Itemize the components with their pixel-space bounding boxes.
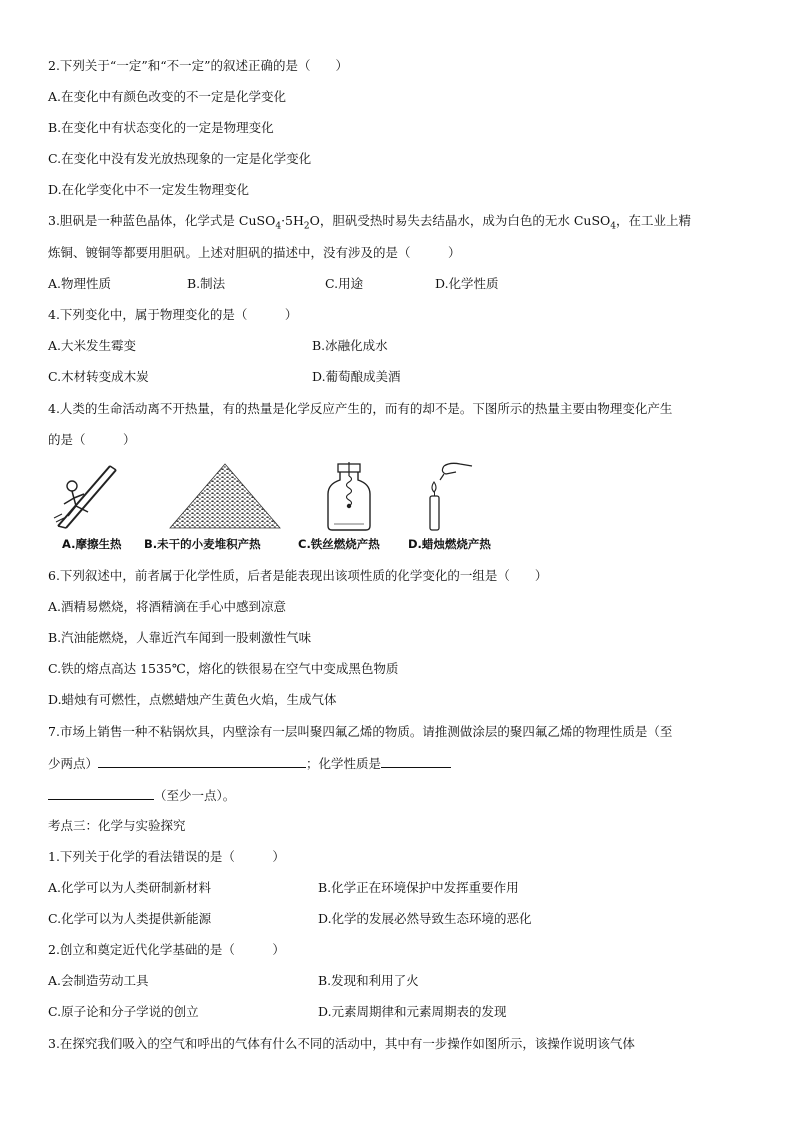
slide-friction-illustration — [50, 460, 120, 532]
q2-option-a: A.在变化中有颜色改变的不一定是化学变化 — [48, 89, 287, 104]
q7-chemical-blank[interactable] — [381, 755, 451, 768]
s3q3-stem-line1: 3.在探究我们吸入的空气和呼出的气体有什么不同的活动中，其中有一步操作如图所示，该操作说明该气体 — [48, 1036, 635, 1051]
q4a-stem: 4.下列变化中，属于物理变化的是（ ） — [48, 307, 298, 322]
q4b-figure-row — [48, 460, 528, 555]
q7-text-c: （至少一点）。 — [154, 788, 236, 803]
s3q2-option-a: A.会制造劳动工具 — [48, 973, 149, 988]
q3-text-b: ·5H — [281, 213, 304, 228]
q3-option-b: B.制法 — [187, 276, 226, 291]
q4a-option-c: C.木材转变成木炭 — [48, 369, 149, 384]
q2-option-d: D.在化学变化中不一定发生物理变化 — [48, 182, 250, 197]
q3-text-c: O，胆矾受热时易失去结晶水，成为白色的无水 CuSO — [309, 213, 611, 228]
section-title: 考点三：化学与实验探究 — [48, 818, 186, 833]
q4a-option-a: A.大米发生霉变 — [48, 338, 137, 353]
q6-option-d: D.蜡烛有可燃性，点燃蜡烛产生黄色火焰，生成气体 — [48, 692, 337, 707]
s3q2-option-b: B.发现和利用了火 — [318, 973, 419, 988]
q3-stem-line1 — [48, 213, 691, 235]
q2-option-b: B.在变化中有状态变化的一定是物理变化 — [48, 120, 274, 135]
s3q1-option-a: A.化学可以为人类研制新材料 — [48, 880, 212, 895]
s3q2-option-d: D.元素周期律和元素周期表的发现 — [318, 1004, 507, 1019]
s3q1-stem: 1.下列关于化学的看法错误的是（ ） — [48, 849, 285, 864]
caption-a: A.摩擦生热 — [62, 537, 122, 551]
q3-option-d: D.化学性质 — [435, 276, 499, 291]
q7-stem-line2 — [48, 755, 451, 772]
q7-physical-blank[interactable] — [98, 755, 306, 768]
q3-stem-line2: 炼铜、镀铜等都要用胆矾。上述对胆矾的描述中，没有涉及的是（ ） — [48, 245, 461, 260]
q3-option-c: C.用途 — [325, 276, 364, 291]
q6-option-b: B.汽油能燃烧，人靠近汽车闻到一股刺激性气味 — [48, 630, 312, 645]
q4a-option-b: B.冰融化成水 — [312, 338, 388, 353]
q3-text-d: ，在工业上精 — [616, 213, 692, 228]
q4b-stem-line2: 的是（ ） — [48, 432, 136, 447]
q7-text-b: ；化学性质是 — [306, 756, 382, 771]
caption-c: C.铁丝燃烧产热 — [298, 537, 380, 551]
q7-stem-line1: 7.市场上销售一种不粘锅炊具，内壁涂有一层叫聚四氟乙烯的物质。请推测做涂层的聚四氟乙烯的物理性质是（至 — [48, 724, 673, 739]
q6-stem: 6.下列叙述中，前者属于化学性质，后者是能表现出该项性质的化学变化的一组是（ ） — [48, 568, 548, 583]
s3q1-option-b: B.化学正在环境保护中发挥重要作用 — [318, 880, 519, 895]
q6-option-a: A.酒精易燃烧，将酒精滴在手心中感到凉意 — [48, 599, 287, 614]
q4b-stem-line1: 4.人类的生命活动离不开热量，有的热量是化学反应产生的，而有的却不是。下图所示的热量主要由物理变化产生 — [48, 401, 673, 416]
q3-sub-2: 2 — [303, 221, 310, 232]
q3-text-a: 3.胆矾是一种蓝色晶体，化学式是 CuSO — [48, 213, 276, 228]
candle-burning-illustration — [420, 460, 480, 534]
q7-stem-line3 — [48, 787, 235, 804]
q3-sub-4: 4 — [275, 221, 282, 232]
q6-option-c: C.铁的熔点高达 1535℃，熔化的铁很易在空气中变成黑色物质 — [48, 661, 399, 676]
iron-wire-bottle-illustration — [320, 460, 380, 534]
s3q1-option-d: D.化学的发展必然导致生态环境的恶化 — [318, 911, 532, 926]
q2-stem: 2.下列关于“一定”和“不一定”的叙述正确的是（ ） — [48, 58, 348, 73]
s3q2-stem: 2.创立和奠定近代化学基础的是（ ） — [48, 942, 285, 957]
q7-chemical-blank-cont[interactable] — [48, 787, 154, 800]
q4a-option-d: D.葡萄酿成美酒 — [312, 369, 401, 384]
q3-sub-4b: 4 — [610, 221, 617, 232]
caption-b: B.未干的小麦堆积产热 — [144, 537, 261, 551]
s3q1-option-c: C.化学可以为人类提供新能源 — [48, 911, 212, 926]
caption-d: D.蜡烛燃烧产热 — [408, 537, 491, 551]
q7-text-a: 少两点） — [48, 756, 99, 771]
s3q2-option-c: C.原子论和分子学说的创立 — [48, 1004, 199, 1019]
q2-option-c: C.在变化中没有发光放热现象的一定是化学变化 — [48, 151, 312, 166]
q3-option-a: A.物理性质 — [48, 276, 112, 291]
wheat-pile-illustration — [166, 460, 284, 532]
